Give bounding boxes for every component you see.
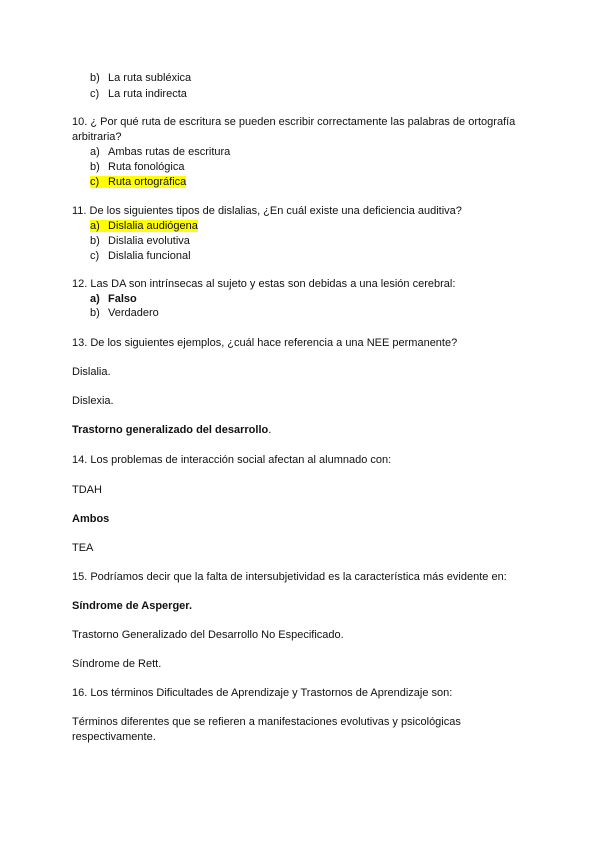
q15-answer-2: Trastorno Generalizado del Desarrollo No Especificado. <box>72 629 344 641</box>
q10-option-c: c) Ruta ortográfica <box>90 176 187 188</box>
q14-answer-1: TDAH <box>72 484 102 496</box>
question-15: 15. Podríamos decir que la falta de intersubjetividad es la característica más evidente en: <box>72 571 507 583</box>
option-b: b) La ruta subléxica <box>90 72 192 84</box>
question-10: 10. ¿ Por qué ruta de escritura se pueden escribir correctamente las palabras de ortografía arbitraria? <box>72 116 516 143</box>
q12-option-b: b) Verdadero <box>90 307 159 319</box>
question-14: 14. Los problemas de interacción social afectan al alumnado con: <box>72 454 392 466</box>
q15-answer-3: Síndrome de Rett. <box>72 658 162 670</box>
question-13: 13. De los siguientes ejemplos, ¿cuál hace referencia a una NEE permanente? <box>72 337 458 349</box>
q12-option-a: a) Falso <box>90 293 137 305</box>
q14-answer-2: Ambos <box>72 513 110 525</box>
q13-answer-1: Dislalia. <box>72 366 111 378</box>
question-12: 12. Las DA son intrínsecas al sujeto y estas son debidas a una lesión cerebral: <box>72 278 456 290</box>
q11-option-c: c) Dislalia funcional <box>90 250 191 262</box>
q13-answer-3: Trastorno generalizado del desarrollo. <box>72 424 272 436</box>
q15-answer-1: Síndrome de Asperger. <box>72 600 193 612</box>
q11-option-b: b) Dislalia evolutiva <box>90 235 190 247</box>
q14-answer-3: TEA <box>72 542 94 554</box>
q16-answer-1: Términos diferentes que se refieren a manifestaciones evolutivas y psicológicas respectivamente. <box>72 716 461 743</box>
question-11: 11. De los siguientes tipos de dislalias, ¿En cuál existe una deficiencia auditiva? <box>72 205 462 217</box>
q13-answer-2: Dislexia. <box>72 395 114 407</box>
q10-option-b: b) Ruta fonológica <box>90 161 185 173</box>
q11-option-a: a) Dislalia audiógena <box>90 220 198 232</box>
question-16: 16. Los términos Dificultades de Aprendizaje y Trastornos de Aprendizaje son: <box>72 687 453 699</box>
option-c: c) La ruta indirecta <box>90 88 187 100</box>
q10-option-a: a) Ambas rutas de escritura <box>90 146 231 158</box>
